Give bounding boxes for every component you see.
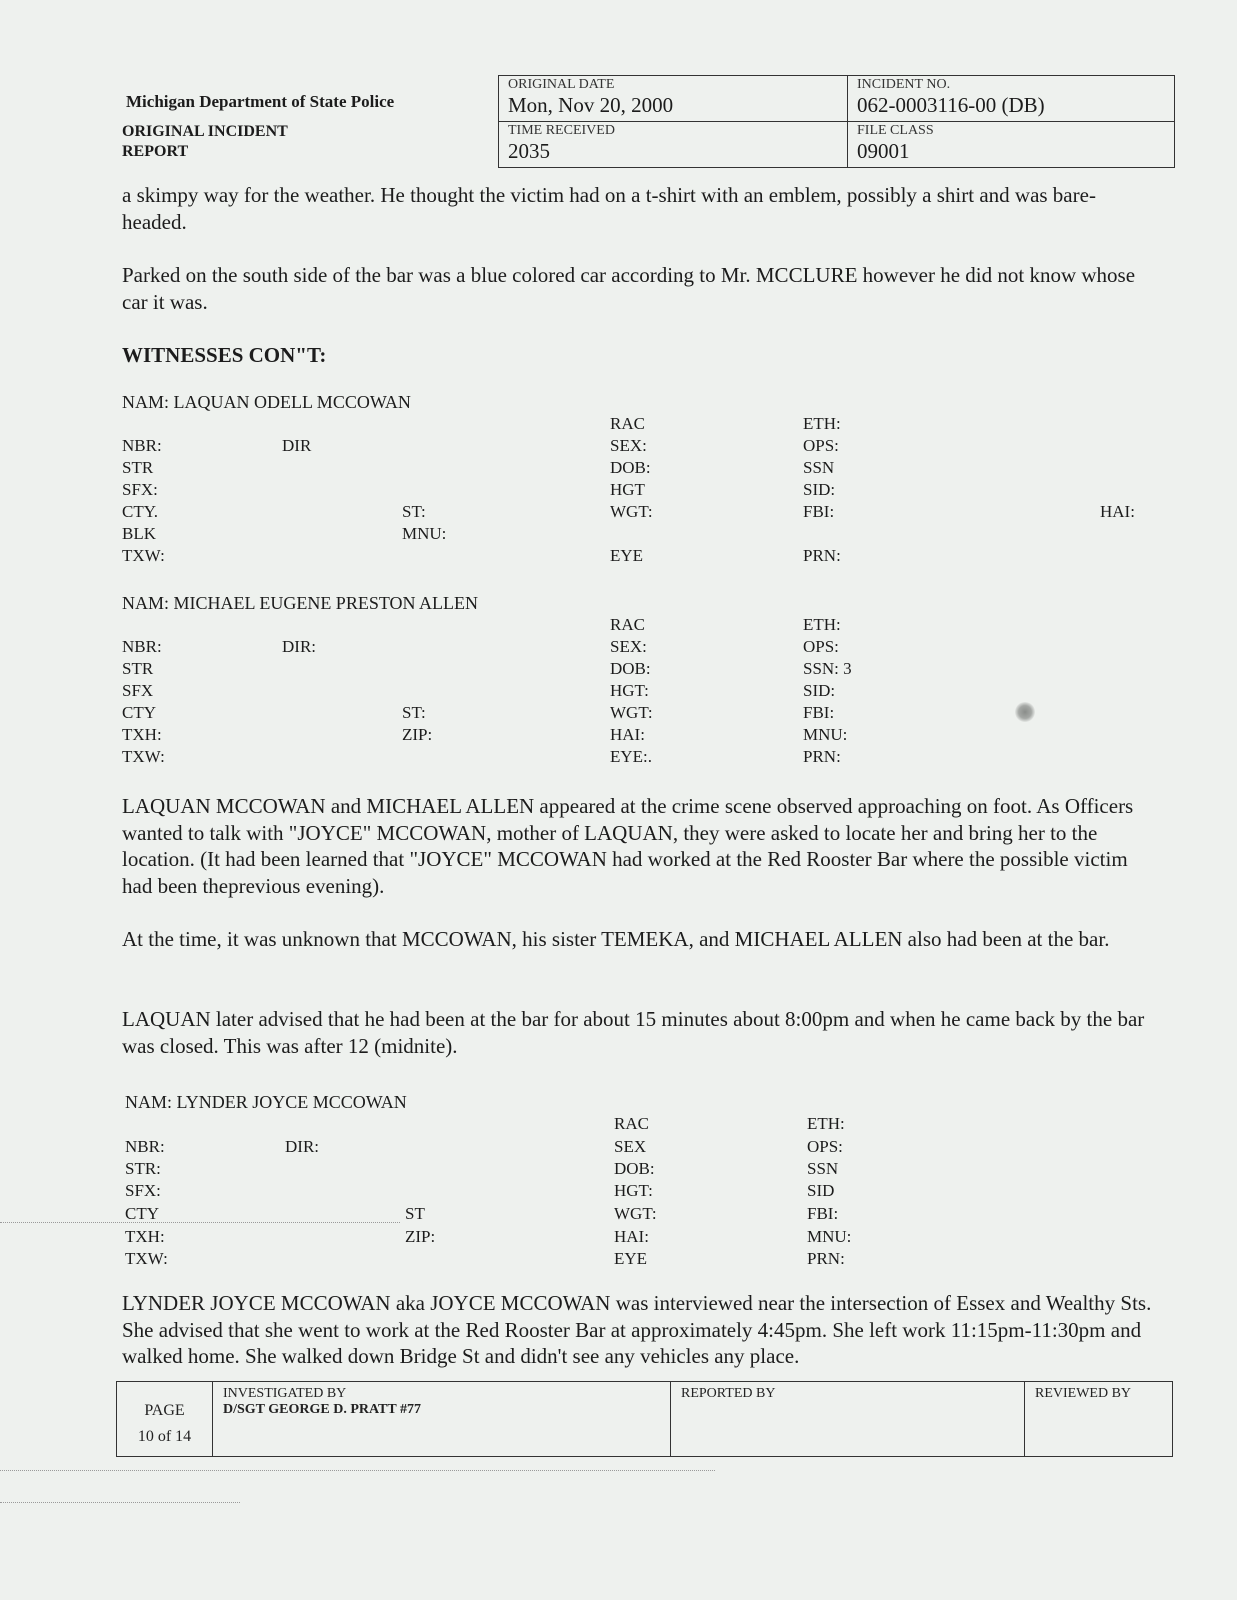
field-label: FBI: bbox=[803, 502, 835, 521]
file-class-value: 09001 bbox=[857, 139, 910, 163]
field-label: RAC bbox=[610, 615, 645, 634]
field-label: ST: bbox=[402, 502, 426, 521]
field-label: BLK bbox=[122, 524, 156, 543]
witness-name: NAM: LAQUAN ODELL MCCOWAN bbox=[122, 392, 411, 412]
time-received-value: 2035 bbox=[508, 139, 550, 163]
paragraph-2: Parked on the south side of the bar was a blue colored car according to Mr. MCCLURE however he did not know whose car it was. bbox=[122, 263, 1136, 314]
field-label: HGT: bbox=[610, 681, 649, 700]
reviewed-by-cell bbox=[1025, 1382, 1173, 1457]
field-label: SID: bbox=[803, 480, 836, 499]
field-label: EYE:. bbox=[610, 747, 653, 766]
report-title: ORIGINAL INCIDENT REPORT bbox=[122, 123, 288, 160]
field-label: FBI: bbox=[807, 1204, 839, 1223]
field-label: DOB: bbox=[610, 659, 651, 678]
field-label: ETH: bbox=[807, 1114, 845, 1133]
field-label: SID: bbox=[803, 681, 836, 700]
field-label: OPS: bbox=[803, 436, 839, 455]
footer-table bbox=[116, 1381, 1173, 1457]
field-label: SSN bbox=[803, 458, 835, 477]
field-label: STR: bbox=[125, 1159, 161, 1178]
field-label: DOB: bbox=[614, 1159, 655, 1178]
field-label: TXW: bbox=[125, 1249, 168, 1268]
field-label: DIR bbox=[282, 436, 312, 455]
paragraph-1: a skimpy way for the weather. He thought the victim had on a t-shirt with an emblem, possibly a shirt and was bare-headed. bbox=[122, 183, 1096, 234]
field-label: ST bbox=[405, 1204, 425, 1223]
investigated-by-label: INVESTIGATED BY bbox=[223, 1386, 347, 1401]
field-label: SEX: bbox=[610, 436, 647, 455]
paragraph-4: At the time, it was unknown that MCCOWAN, his sister TEMEKA, and MICHAEL ALLEN also had been at the bar. bbox=[122, 927, 1110, 951]
time-received-label: TIME RECEIVED bbox=[508, 123, 615, 138]
field-label: CTY bbox=[125, 1204, 159, 1223]
scan-artifact-line bbox=[0, 1222, 400, 1223]
scan-artifact-line bbox=[0, 1502, 240, 1503]
field-label: PRN: bbox=[803, 546, 841, 565]
field-label: FBI: bbox=[803, 703, 835, 722]
field-label: SSN: 3 bbox=[803, 659, 852, 678]
paragraph-6: LYNDER JOYCE MCCOWAN aka JOYCE MCCOWAN was interviewed near the intersection of Essex and Wealthy Sts. She advised that she went to work at the Red Rooster Bar at approximately 4:45pm. She left work 11:15pm-11:30pm and walked home. She walked down Bridge St and didn't see any vehicles any place. bbox=[122, 1291, 1152, 1368]
field-label: ETH: bbox=[803, 615, 841, 634]
page-cell bbox=[117, 1382, 213, 1457]
field-label: NBR: bbox=[122, 436, 162, 455]
time-received-cell bbox=[499, 122, 848, 168]
witness-name: NAM: MICHAEL EUGENE PRESTON ALLEN bbox=[122, 593, 478, 613]
ink-smudge bbox=[1015, 702, 1035, 722]
original-date-label: ORIGINAL DATE bbox=[508, 77, 615, 92]
incident-no-value: 062-0003116-00 (DB) bbox=[857, 93, 1045, 117]
field-label: TXW: bbox=[122, 546, 165, 565]
incident-no-label: INCIDENT NO. bbox=[857, 77, 951, 92]
field-label: HAI: bbox=[610, 725, 645, 744]
field-label: CTY bbox=[122, 703, 156, 722]
section-title: WITNESSES CON"T: bbox=[122, 343, 327, 367]
reported-by-label: REPORTED BY bbox=[681, 1386, 776, 1401]
field-label: TXW: bbox=[122, 747, 165, 766]
field-label: HGT: bbox=[614, 1181, 653, 1200]
field-label: WGT: bbox=[614, 1204, 657, 1223]
page-label: PAGE bbox=[144, 1402, 185, 1419]
field-label: OPS: bbox=[803, 637, 839, 656]
field-label: HAI: bbox=[1100, 502, 1135, 521]
original-date-cell bbox=[499, 76, 848, 122]
field-label: STR bbox=[122, 659, 154, 678]
field-label: HAI: bbox=[614, 1227, 649, 1246]
field-label: EYE bbox=[614, 1249, 648, 1268]
field-label: SSN bbox=[807, 1159, 839, 1178]
investigator-name: D/SGT GEORGE D. PRATT #77 bbox=[223, 1402, 421, 1417]
field-label: NBR: bbox=[125, 1137, 165, 1156]
field-label: RAC bbox=[610, 414, 645, 433]
original-date-value: Mon, Nov 20, 2000 bbox=[508, 93, 674, 117]
field-label: SEX: bbox=[610, 637, 647, 656]
field-label: DIR: bbox=[285, 1137, 319, 1156]
field-label: SFX: bbox=[122, 480, 158, 499]
field-label: SEX bbox=[614, 1137, 647, 1156]
field-label: MNU: bbox=[807, 1227, 852, 1246]
file-class-label: FILE CLASS bbox=[857, 123, 934, 138]
field-label: EYE bbox=[610, 546, 644, 565]
field-label: DIR: bbox=[282, 637, 316, 656]
field-label: PRN: bbox=[807, 1249, 845, 1268]
field-label: ETH: bbox=[803, 414, 841, 433]
field-label: SID bbox=[807, 1181, 835, 1200]
field-label: PRN: bbox=[803, 747, 841, 766]
reported-by-cell bbox=[671, 1382, 1025, 1457]
page-number: 10 of 14 bbox=[137, 1428, 192, 1445]
field-label: SFX bbox=[122, 681, 154, 700]
field-label: WGT: bbox=[610, 502, 653, 521]
field-label: OPS: bbox=[807, 1137, 843, 1156]
field-label: DOB: bbox=[610, 458, 651, 477]
incident-no-cell bbox=[848, 76, 1175, 122]
header-info-table bbox=[498, 75, 1175, 168]
field-label: ZIP: bbox=[402, 725, 433, 744]
field-label: WGT: bbox=[610, 703, 653, 722]
field-label: MNU: bbox=[803, 725, 848, 744]
witness-name: NAM: LYNDER JOYCE MCCOWAN bbox=[125, 1092, 407, 1112]
field-label: ZIP: bbox=[405, 1227, 436, 1246]
paragraph-3: LAQUAN MCCOWAN and MICHAEL ALLEN appeared at the crime scene observed approaching on foot. As Officers wanted to talk with "JOYCE" MCCOWAN, mother of LAQUAN, they were asked to locate her and bring her to the location. (It had been learned that "JOYCE" MCCOWAN had worked at the Red Rooster Bar where the possible victim had been theprevious evening). bbox=[122, 794, 1134, 898]
field-label: SFX: bbox=[125, 1181, 161, 1200]
field-label: TXH: bbox=[122, 725, 162, 744]
reviewed-by-label: REVIEWED BY bbox=[1035, 1386, 1132, 1401]
agency-name: Michigan Department of State Police bbox=[126, 92, 395, 111]
field-label: MNU: bbox=[402, 524, 447, 543]
scan-artifact-line bbox=[0, 1470, 715, 1471]
field-label: RAC bbox=[614, 1114, 649, 1133]
field-label: HGT bbox=[610, 480, 645, 499]
field-label: ST: bbox=[402, 703, 426, 722]
field-label: NBR: bbox=[122, 637, 162, 656]
field-label: TXH: bbox=[125, 1227, 165, 1246]
field-label: CTY. bbox=[122, 502, 159, 521]
investigated-by-cell bbox=[213, 1382, 671, 1457]
field-label: STR bbox=[122, 458, 154, 477]
paragraph-5: LAQUAN later advised that he had been at the bar for about 15 minutes about 8:00pm and when he came back by the bar was closed. This was after 12 (midnite). bbox=[122, 1007, 1145, 1058]
file-class-cell bbox=[848, 122, 1175, 168]
